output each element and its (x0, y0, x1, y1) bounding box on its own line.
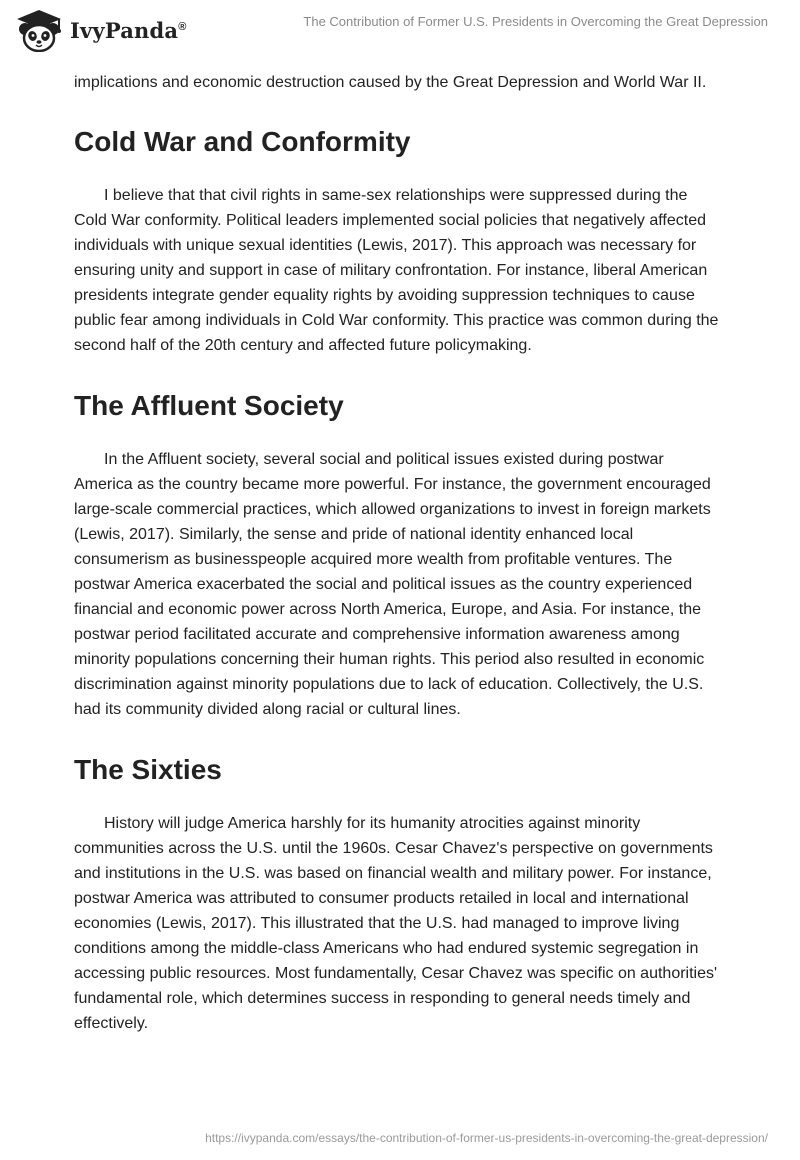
section-heading-cold-war: Cold War and Conformity (74, 126, 411, 157)
document-title: The Contribution of Former U.S. Presidents in Overcoming the Great Depression (303, 14, 768, 29)
registered-mark: ® (178, 20, 187, 33)
section-paragraph-cold-war: I believe that that civil rights in same-sex relationships were suppressed during the Cold War conformity. Political leaders implemented social policies that negatively affected individuals with unique sexual identities (Lewis, 2017). This approach was necessary for ensuring unity and support in case of military confrontation. For instance, liberal American presidents integrate gender equality rights by avoiding suppression techniques to cause public fear among individuals in Cold War conformity. This practice was common during the second half of the 20th century and affected future policymaking. (74, 187, 719, 354)
section-heading-affluent-society: The Affluent Society (74, 390, 344, 421)
brand-name: IvyPanda® (70, 17, 187, 43)
section-paragraph-affluent-society: In the Affluent society, several social and political issues existed during postwar America as the country became more powerful. For instance, the government encouraged large-scale commercial practices, which allowed organizations to invest in foreign markets (Lewis, 2017). Similarly, the sense and pride of national identity enhanced local consumerism as businesspeople acquired more wealth from profitable ventures. The postwar America exacerbated the social and political issues as the country experienced financial and economic power across North America, Europe, and Asia. For instance, the postwar period facilitated accurate and comprehensive information awareness among minority populations concerning their human rights. This period also resulted in economic discrimination against minority populations due to lack of education. Collectively, the U.S. had its community divided along racial or cultural lines. (74, 451, 711, 718)
panda-graduate-icon (14, 8, 64, 52)
intro-paragraph-tail: implications and economic destruction caused by the Great Depression and World War II. (74, 74, 707, 91)
section-heading-sixties: The Sixties (74, 754, 222, 785)
section-paragraph-sixties: History will judge America harshly for its humanity atrocities against minority communities across the U.S. until the 1960s. Cesar Chavez's perspective on governments and institutions in the U.S. was based on financial wealth and military power. For instance, postwar America was attributed to consumer products retailed in local and international economies (Lewis, 2017). This illustrated that the U.S. had managed to improve living conditions among the middle-class Americans who had endured systemic segregation in accessing public resources. Most fundamentally, Cesar Chavez was specific on authorities' fundamental role, which determines success in responding to general needs timely and effectively. (74, 815, 718, 1032)
ivypanda-logo[interactable] (14, 8, 187, 52)
page-header (0, 0, 800, 60)
source-url[interactable]: https://ivypanda.com/essays/the-contribution-of-former-us-presidents-in-overcoming-the-great-depression/ (205, 1131, 768, 1145)
essay-content (74, 70, 724, 1036)
